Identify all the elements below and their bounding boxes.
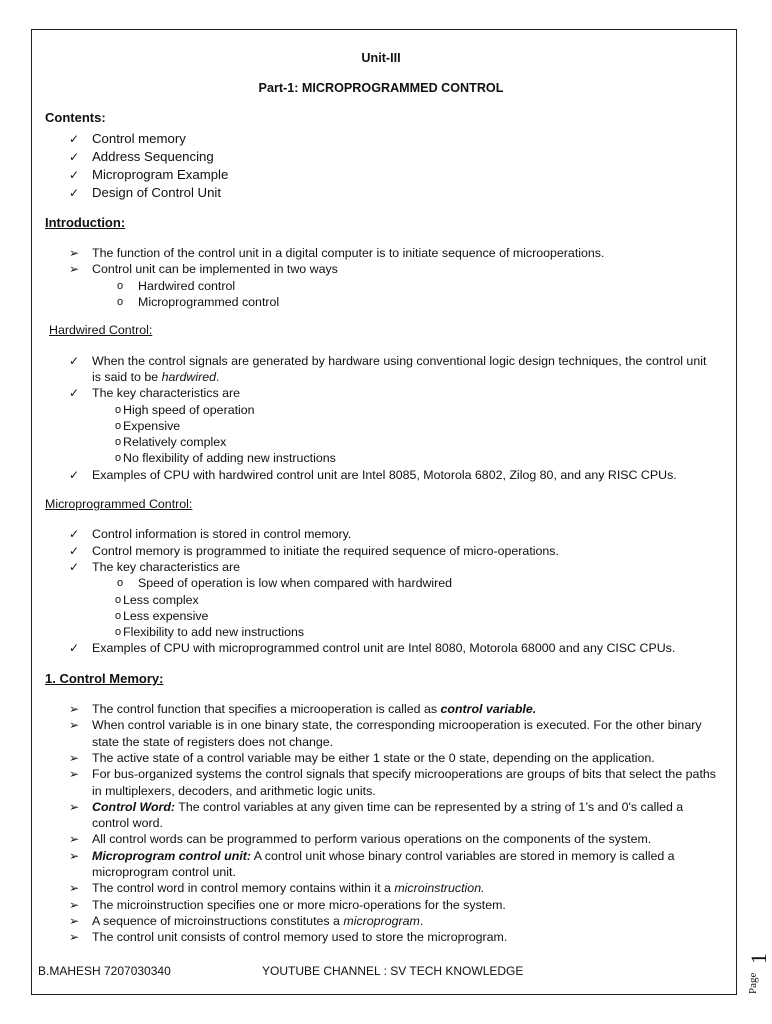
- list-item: ✓ Control information is stored in control memory.: [69, 527, 352, 542]
- checkmark-icon: ✓: [69, 185, 80, 200]
- arrow-bullet-icon: ➢: [69, 881, 80, 896]
- list-item: o Expensive: [115, 418, 181, 433]
- list-item: o Speed of operation is low when compared with hardwired: [117, 576, 453, 591]
- hardwired-heading: Hardwired Control:: [49, 323, 153, 338]
- checkmark-icon: ✓: [69, 131, 80, 146]
- arrow-bullet-icon: ➢: [69, 897, 80, 912]
- part-title: Part-1: MICROPROGRAMMED CONTROL: [258, 81, 504, 96]
- control-memory-heading: 1. Control Memory:: [45, 670, 164, 686]
- checkmark-icon: ✓: [69, 467, 80, 482]
- footer-author: B.MAHESH 7207030340: [38, 964, 171, 978]
- circle-bullet-icon: o: [115, 403, 122, 416]
- circle-bullet-icon: o: [115, 609, 122, 622]
- list-item: ✓ Control memory: [69, 130, 186, 146]
- list-item: ✓ Control memory is programmed to initiate the required sequence of micro-operations.: [69, 543, 559, 558]
- arrow-bullet-icon: ➢: [69, 262, 80, 277]
- list-item: ✓ Examples of CPU with hardwired control unit are Intel 8085, Motorola 6802, Zilog 80, and any RISC CPUs.: [69, 467, 677, 482]
- list-item: ➢ Control unit can be implemented in two ways: [69, 262, 338, 277]
- circle-bullet-icon: o: [115, 593, 122, 606]
- list-item: ✓ The key characteristics are: [69, 386, 241, 401]
- list-item: ✓ Design of Control Unit: [69, 184, 222, 200]
- contents-heading: Contents:: [45, 109, 106, 125]
- introduction-heading: Introduction:: [45, 214, 126, 230]
- list-item: o Less expensive: [115, 608, 209, 623]
- arrow-bullet-icon: ➢: [69, 913, 80, 928]
- list-item: ➢ All control words can be programmed to perform various operations on the components of the system.: [69, 832, 652, 847]
- circle-bullet-icon: o: [117, 279, 124, 292]
- arrow-bullet-icon: ➢: [69, 799, 80, 814]
- list-item: o Less complex: [115, 592, 199, 607]
- page-label: Page: [747, 972, 759, 994]
- list-item: ➢ The control function that specifies a microoperation is called as control variable.: [69, 702, 537, 717]
- list-item: ✓ Examples of CPU with microprogrammed control unit are Intel 8080, Motorola 68000 and any CISC CPUs.: [69, 641, 676, 656]
- list-item: ✓ Address Sequencing: [69, 148, 214, 164]
- microprogrammed-heading: Microprogrammed Control:: [45, 497, 193, 512]
- checkmark-icon: ✓: [69, 527, 80, 542]
- checkmark-icon: ✓: [69, 386, 80, 401]
- list-item: ➢ A sequence of microinstructions constitutes a microprogram.: [69, 913, 424, 928]
- arrow-bullet-icon: ➢: [69, 930, 80, 945]
- list-item: o Relatively complex: [115, 435, 227, 450]
- circle-bullet-icon: o: [117, 577, 124, 590]
- introduction-list: [45, 245, 717, 310]
- list-item: ➢ Control Word: The control variables at any given time can be represented by a string of 1’s and 0's called a control word.: [69, 799, 684, 831]
- page-number: 1: [746, 953, 771, 964]
- document-body: [45, 48, 717, 945]
- circle-bullet-icon: o: [117, 296, 124, 309]
- page-number-marker: [743, 948, 769, 994]
- arrow-bullet-icon: ➢: [69, 848, 80, 863]
- arrow-bullet-icon: ➢: [69, 767, 80, 782]
- checkmark-icon: ✓: [69, 641, 80, 656]
- circle-bullet-icon: o: [115, 626, 122, 639]
- list-item: o Hardwired control: [117, 278, 236, 293]
- arrow-bullet-icon: ➢: [69, 832, 80, 847]
- list-item: ✓ Microprogram Example: [69, 166, 229, 182]
- checkmark-icon: ✓: [69, 543, 80, 558]
- list-item: ➢ The function of the control unit in a digital computer is to initiate sequence of microoperations.: [69, 246, 605, 261]
- list-item: ✓ When the control signals are generated by hardware using conventional logic design techniques, the control unit is said to be hardwired.: [69, 353, 707, 384]
- list-item: ➢ The microinstruction specifies one or more micro-operations for the system.: [69, 897, 506, 912]
- list-item: ➢ The control word in control memory contains within it a microinstruction.: [69, 881, 485, 896]
- footer-channel: YOUTUBE CHANNEL : SV TECH KNOWLEDGE: [262, 964, 524, 978]
- checkmark-icon: ✓: [69, 167, 80, 182]
- arrow-bullet-icon: ➢: [69, 702, 80, 717]
- checkmark-icon: ✓: [69, 353, 80, 368]
- arrow-bullet-icon: ➢: [69, 718, 80, 733]
- list-item: o Flexibility to add new instructions: [115, 625, 305, 640]
- checkmark-icon: ✓: [69, 149, 80, 164]
- control-memory-list: [45, 701, 717, 945]
- checkmark-icon: ✓: [69, 559, 80, 574]
- list-item: ➢ Microprogram control unit: A control unit whose binary control variables are stored in memory is called a microprogram control unit.: [69, 848, 675, 879]
- unit-title: Unit-III: [361, 51, 401, 65]
- circle-bullet-icon: o: [115, 436, 122, 449]
- list-item: ➢ The active state of a control variable may be either 1 state or the 0 state, depending on the application.: [69, 750, 655, 765]
- list-item: o High speed of operation: [115, 402, 255, 417]
- list-item: o No flexibility of adding new instructions: [115, 451, 336, 466]
- list-item: ➢ For bus-organized systems the control signals that specify microoperations are groups of bits that select the paths in multiplexers, decoders, and arithmetic logic units.: [69, 767, 716, 798]
- list-item: ✓ The key characteristics are: [69, 559, 241, 574]
- circle-bullet-icon: o: [115, 419, 122, 432]
- contents-list: [45, 130, 717, 202]
- list-item: ➢ When control variable is in one binary state, the corresponding microoperation is executed. For the other binary state the state of registers does not change.: [69, 718, 702, 749]
- arrow-bullet-icon: ➢: [69, 246, 80, 261]
- microprogrammed-list: [45, 526, 717, 656]
- arrow-bullet-icon: ➢: [69, 750, 80, 765]
- list-item: ➢ The control unit consists of control memory used to store the microprogram.: [69, 930, 508, 945]
- circle-bullet-icon: o: [115, 452, 122, 465]
- list-item: o Microprogrammed control: [117, 295, 280, 310]
- hardwired-list: [45, 353, 717, 483]
